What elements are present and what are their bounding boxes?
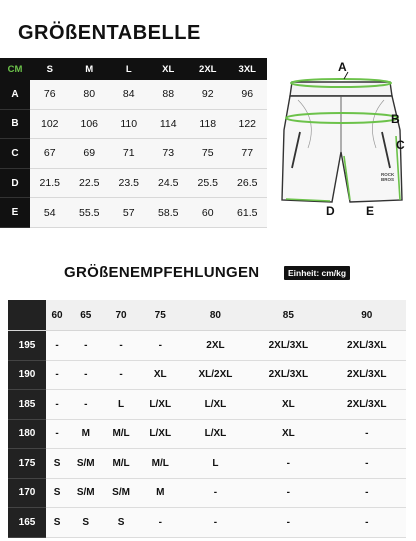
table-row — [8, 331, 406, 361]
size-cell: 2XL/3XL — [249, 331, 327, 361]
weight-header: 60 — [46, 300, 68, 331]
weight-header: 65 — [68, 300, 103, 331]
size-cell: L/XL — [182, 419, 249, 449]
size-cell: - — [68, 331, 103, 361]
size-cell: S/M — [68, 478, 103, 508]
size-cell: - — [182, 478, 249, 508]
size-header: 2XL — [188, 58, 228, 80]
measure-value: 26.5 — [228, 168, 268, 198]
table-row — [8, 508, 406, 538]
measure-value: 21.5 — [30, 168, 70, 198]
weight-header: 85 — [249, 300, 327, 331]
measure-value: 69 — [70, 139, 110, 169]
height-label: 190 — [8, 360, 46, 390]
recommendations-title: GRÖßENEMPFEHLUNGEN — [64, 264, 260, 281]
measure-label: E — [0, 198, 30, 228]
size-cell: 2XL/3XL — [328, 390, 406, 420]
measure-value: 122 — [228, 109, 268, 139]
height-label: 195 — [8, 331, 46, 361]
size-cell: - — [103, 331, 138, 361]
size-cell: XL — [249, 419, 327, 449]
size-cell: - — [103, 360, 138, 390]
size-cell: - — [249, 478, 327, 508]
table-row — [0, 198, 267, 228]
measure-value: 77 — [228, 139, 268, 169]
measure-value: 102 — [30, 109, 70, 139]
height-label: 165 — [8, 508, 46, 538]
size-cell: XL — [249, 390, 327, 420]
diagram-label-b: B — [391, 112, 400, 126]
measure-value: 55.5 — [70, 198, 110, 228]
table-row — [8, 419, 406, 449]
size-cell: L/XL — [139, 390, 182, 420]
measure-value: 118 — [188, 109, 228, 139]
measure-value: 84 — [109, 80, 149, 109]
measure-label: C — [0, 139, 30, 169]
size-cell: - — [182, 508, 249, 538]
size-cell: S — [46, 478, 68, 508]
size-header: M — [70, 58, 110, 80]
measure-value: 92 — [188, 80, 228, 109]
size-cell: - — [249, 449, 327, 479]
measure-value: 75 — [188, 139, 228, 169]
size-cell: - — [139, 331, 182, 361]
size-cell: - — [249, 508, 327, 538]
measure-label: A — [0, 80, 30, 109]
measure-label: D — [0, 168, 30, 198]
height-label: 175 — [8, 449, 46, 479]
weight-header: 90 — [328, 300, 406, 331]
table-row — [0, 139, 267, 169]
height-label: 170 — [8, 478, 46, 508]
table-row — [8, 360, 406, 390]
size-cell: - — [68, 390, 103, 420]
recommendations-corner — [8, 300, 46, 331]
size-cell: 2XL — [182, 331, 249, 361]
size-cell: - — [139, 508, 182, 538]
size-cell: - — [328, 478, 406, 508]
diagram-label-c: C — [396, 138, 405, 152]
size-cell: M/L — [103, 419, 138, 449]
measure-value: 71 — [109, 139, 149, 169]
unit-badge: Einheit: cm/kg — [284, 266, 350, 280]
table-row — [8, 449, 406, 479]
table-row — [0, 80, 267, 109]
recommendations-table — [8, 300, 406, 538]
shorts-diagram — [278, 60, 416, 220]
size-cell: - — [328, 508, 406, 538]
measure-value: 80 — [70, 80, 110, 109]
size-header: L — [109, 58, 149, 80]
size-cell: 2XL/3XL — [328, 331, 406, 361]
size-cell: 2XL/3XL — [328, 360, 406, 390]
measure-value: 54 — [30, 198, 70, 228]
measure-value: 24.5 — [149, 168, 189, 198]
table-row — [0, 168, 267, 198]
weight-header: 75 — [139, 300, 182, 331]
size-cell: S — [46, 449, 68, 479]
size-header: XL — [149, 58, 189, 80]
size-header: 3XL — [228, 58, 268, 80]
size-chart-title: GRÖßENTABELLE — [18, 22, 201, 44]
table-row — [8, 478, 406, 508]
size-cell: - — [46, 419, 68, 449]
measure-value: 110 — [109, 109, 149, 139]
measure-value: 57 — [109, 198, 149, 228]
size-cell: - — [328, 449, 406, 479]
brand-logo — [381, 172, 394, 182]
measure-value: 67 — [30, 139, 70, 169]
size-cell: M — [68, 419, 103, 449]
size-cell: M/L — [139, 449, 182, 479]
size-cell: S — [46, 508, 68, 538]
weight-header: 80 — [182, 300, 249, 331]
brand-logo-line: ROCK — [381, 172, 395, 177]
size-cell: - — [328, 419, 406, 449]
size-cell: S — [103, 508, 138, 538]
size-cell: M/L — [103, 449, 138, 479]
size-cell: M — [139, 478, 182, 508]
size-cell: S/M — [103, 478, 138, 508]
measure-value: 61.5 — [228, 198, 268, 228]
measure-value: 73 — [149, 139, 189, 169]
measure-value: 96 — [228, 80, 268, 109]
size-chart-corner: CM — [0, 58, 30, 80]
measure-value: 22.5 — [70, 168, 110, 198]
size-cell: S — [68, 508, 103, 538]
size-cell: - — [46, 331, 68, 361]
recommendations-header-row — [8, 300, 406, 331]
weight-header: 70 — [103, 300, 138, 331]
measure-value: 76 — [30, 80, 70, 109]
measure-value: 60 — [188, 198, 228, 228]
size-cell: L/XL — [139, 419, 182, 449]
size-cell: L — [182, 449, 249, 479]
measure-value: 58.5 — [149, 198, 189, 228]
height-label: 185 — [8, 390, 46, 420]
measure-value: 25.5 — [188, 168, 228, 198]
measure-value: 23.5 — [109, 168, 149, 198]
measure-label: B — [0, 109, 30, 139]
size-cell: - — [46, 390, 68, 420]
size-chart-table — [0, 58, 267, 228]
table-row — [0, 109, 267, 139]
size-cell: XL — [139, 360, 182, 390]
size-cell: L — [103, 390, 138, 420]
diagram-label-a: A — [338, 60, 347, 74]
brand-logo-line: BROS — [381, 177, 395, 182]
diagram-label-e: E — [366, 204, 375, 218]
size-cell: L/XL — [182, 390, 249, 420]
size-cell: - — [68, 360, 103, 390]
table-row — [8, 390, 406, 420]
size-cell: - — [46, 360, 68, 390]
diagram-label-d: D — [326, 204, 335, 218]
size-cell: 2XL/3XL — [249, 360, 327, 390]
size-chart-header-row — [0, 58, 267, 80]
size-header: S — [30, 58, 70, 80]
measure-value: 88 — [149, 80, 189, 109]
size-cell: S/M — [68, 449, 103, 479]
height-label: 180 — [8, 419, 46, 449]
measure-value: 106 — [70, 109, 110, 139]
measure-value: 114 — [149, 109, 189, 139]
size-cell: XL/2XL — [182, 360, 249, 390]
